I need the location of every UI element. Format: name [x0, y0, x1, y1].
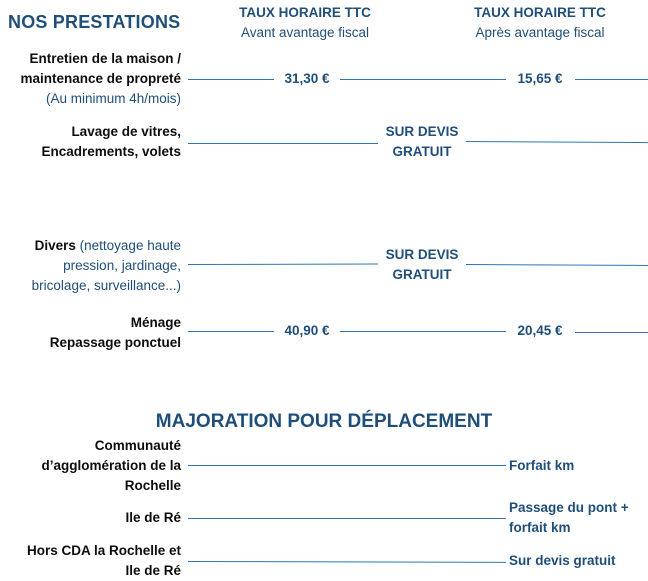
- quote-free: SUR DEVIS GRATUIT: [385, 124, 459, 159]
- col1-title: TAUX HORAIRE TTC: [239, 5, 371, 20]
- col1-subtitle: Avant avantage fiscal: [240, 25, 370, 40]
- service-maintenance-label: Entretien de la maison / maintenance de propreté (Au minimum 4h/mois): [20, 51, 181, 106]
- section-title-majoration: MAJORATION POUR DÉPLACEMENT: [155, 411, 493, 432]
- leader-line: [188, 518, 506, 519]
- leader-line: [188, 561, 506, 563]
- majoration-hors-cda-label: Hors CDA la Rochelle et Ile de Ré: [26, 543, 181, 578]
- price-before: 31,30 €: [284, 71, 330, 86]
- quote-free: SUR DEVIS GRATUIT: [385, 247, 459, 282]
- service-housekeeping-label: Ménage Repassage ponctuel: [49, 315, 181, 350]
- leader-line: [575, 79, 648, 80]
- leader-line: [340, 331, 506, 332]
- price-after: 15,65 €: [517, 71, 563, 86]
- majoration-hors-cda-value: Sur devis gratuit: [509, 553, 616, 568]
- page-title: NOS PRESTATIONS: [8, 12, 181, 32]
- majoration-cda-label: Communauté d’agglomération de la Rochelle: [41, 438, 181, 493]
- price-after: 20,45 €: [517, 323, 563, 338]
- col2-subtitle: Après avantage fiscal: [475, 25, 605, 40]
- service-windows-label: Lavage de vitres, Encadrements, volets: [41, 124, 181, 159]
- service-misc-label: Divers (nettoyage haute pression, jardinage, bricolage, surveillance...): [31, 238, 181, 293]
- leader-line: [188, 79, 274, 80]
- leader-line: [188, 143, 378, 144]
- leader-line: [575, 332, 648, 333]
- price-before: 40,90 €: [284, 323, 330, 338]
- col2-title: TAUX HORAIRE TTC: [474, 5, 606, 20]
- leader-line: [188, 264, 378, 265]
- majoration-re-label: Ile de Ré: [125, 510, 181, 525]
- majoration-cda-value: Forfait km: [509, 458, 575, 473]
- leader-line: [466, 141, 648, 143]
- leader-line: [188, 465, 506, 466]
- majoration-re-value: Passage du pont + forfait km: [509, 500, 629, 535]
- leader-line: [340, 79, 506, 80]
- leader-line: [466, 264, 648, 266]
- leader-line: [188, 331, 274, 332]
